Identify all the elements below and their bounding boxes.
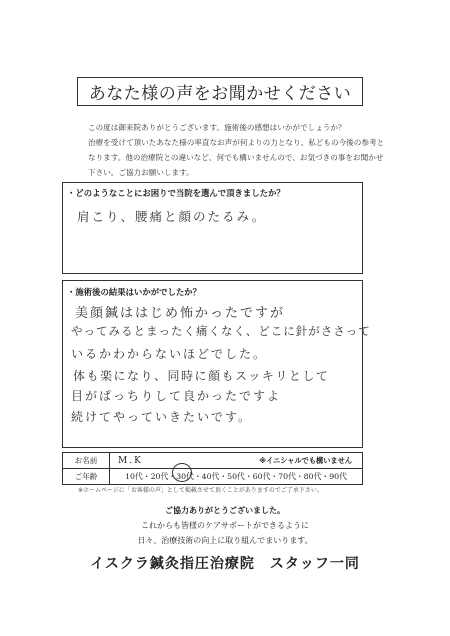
name-value-cell [110, 453, 363, 469]
age-label: ご年齢 [63, 469, 110, 485]
question2-answer-line: 目がぱっちりして良かったですよ [71, 389, 282, 403]
question2-box [62, 280, 371, 448]
age-selection-circle [172, 463, 192, 482]
question1-label: ・どのようなことにお困りで当院を選んで頂きましたか？ [67, 188, 285, 198]
age-options: 10代・20代・30代・40代・50代・60代・70代・80代・90代 [110, 469, 363, 485]
question2-label: ・施術後の結果はいかがでしたか？ [67, 287, 201, 297]
question2-answer-line: いるかわからないほどでした。 [71, 347, 268, 361]
intro-line: 治療を受けて頂いたあなた様の率直なお声が何よりの力となり、私どもの今後の参考と [88, 138, 385, 147]
question1-box [62, 182, 363, 274]
question1-answer: 肩こり、腰痛と顔のたるみ。 [77, 209, 267, 224]
intro-line: 下さい。ご協力お願いします。 [88, 168, 194, 177]
initial-note: ※イニシャルでも構いません [259, 456, 352, 465]
website-notice: ※ホームページに「お客様の声」として掲載させて頂くことがありますのでご了承下さい。 [78, 487, 323, 494]
name-value: M.K [118, 455, 143, 466]
name-row [63, 453, 363, 469]
page-title: あなた様の声をお聞かせください [77, 77, 363, 106]
intro-line: なります。他の治療院との違いなど、何でも構いませんので、お気づきの事をお聞かせ [88, 153, 384, 162]
thanks-line: これからも皆様のケアサポートができるように [141, 521, 309, 530]
question2-answer-line: 続けてやっていきたいです。 [71, 410, 253, 424]
question2-answer-line: 体も楽になり、同時に顔もスッキリとして [73, 369, 330, 383]
question2-answer-line: 美顔鍼ははじめ怖かったですが [75, 306, 286, 321]
question2-answer-line: やってみるとまったく痛くなく、どこに針がささって [71, 324, 371, 338]
intro-line: この度は御来院ありがとうございます。施術後の感想はいかがでしょうか？ [88, 123, 346, 132]
age-row [63, 469, 363, 485]
thanks-line: ご協力ありがとうございました。 [165, 506, 285, 515]
intro-text [88, 120, 388, 180]
name-label: お名前 [63, 453, 110, 469]
thanks-line: 日々、治療技術の向上に取り組んでまいります。 [137, 536, 313, 545]
clinic-signature: イスクラ鍼灸指圧治療院 スタッフ一同 [90, 556, 360, 572]
customer-info-table [62, 452, 363, 485]
